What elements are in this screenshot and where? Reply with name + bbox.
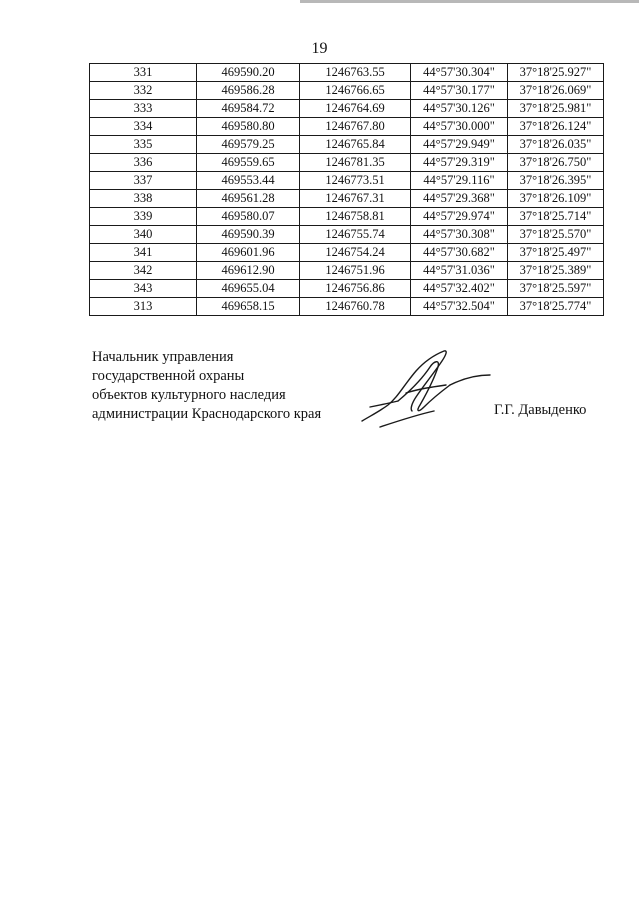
latitude-cell: 44°57'29.949" [411,136,508,154]
longitude-cell: 37°18'26.109" [508,190,604,208]
latitude-cell: 44°57'29.974" [411,208,508,226]
y-coordinate-cell: 1246754.24 [300,244,411,262]
signatory-title [92,348,321,424]
x-coordinate-cell: 469580.07 [197,208,300,226]
latitude-cell: 44°57'30.682" [411,244,508,262]
x-coordinate-cell: 469590.39 [197,226,300,244]
point-number-cell: 337 [90,172,197,190]
point-number-cell: 343 [90,280,197,298]
y-coordinate-cell: 1246760.78 [300,298,411,316]
y-coordinate-cell: 1246773.51 [300,172,411,190]
point-number-cell: 331 [90,64,197,82]
latitude-cell: 44°57'30.177" [411,82,508,100]
x-coordinate-cell: 469579.25 [197,136,300,154]
latitude-cell: 44°57'32.504" [411,298,508,316]
y-coordinate-cell: 1246781.35 [300,154,411,172]
table-row [90,100,604,118]
page-number: 19 [311,40,328,57]
point-number-cell: 334 [90,118,197,136]
longitude-cell: 37°18'25.927" [508,64,604,82]
table-row [90,226,604,244]
signatory-title-line: Начальник управления [92,349,234,365]
longitude-cell: 37°18'25.389" [508,262,604,280]
coordinates-table [89,63,604,316]
x-coordinate-cell: 469586.28 [197,82,300,100]
latitude-cell: 44°57'30.308" [411,226,508,244]
handwritten-signature-icon [358,345,498,430]
x-coordinate-cell: 469553.44 [197,172,300,190]
y-coordinate-cell: 1246766.65 [300,82,411,100]
table-row [90,154,604,172]
x-coordinate-cell: 469584.72 [197,100,300,118]
signatory-title-line: объектов культурного наследия [92,387,286,403]
table-row [90,244,604,262]
x-coordinate-cell: 469612.90 [197,262,300,280]
y-coordinate-cell: 1246764.69 [300,100,411,118]
point-number-cell: 333 [90,100,197,118]
x-coordinate-cell: 469559.65 [197,154,300,172]
table-row [90,136,604,154]
y-coordinate-cell: 1246767.80 [300,118,411,136]
longitude-cell: 37°18'25.597" [508,280,604,298]
longitude-cell: 37°18'26.069" [508,82,604,100]
y-coordinate-cell: 1246755.74 [300,226,411,244]
y-coordinate-cell: 1246767.31 [300,190,411,208]
table-row [90,190,604,208]
top-edge-rule [300,0,639,3]
signatory-title-line: администрации Краснодарского края [92,406,322,422]
table-row [90,64,604,82]
signatory-title-line: государственной охраны [92,368,245,384]
y-coordinate-cell: 1246763.55 [300,64,411,82]
coordinates-table-body [90,64,604,316]
point-number-cell: 313 [90,298,197,316]
point-number-cell: 340 [90,226,197,244]
longitude-cell: 37°18'26.750" [508,154,604,172]
y-coordinate-cell: 1246751.96 [300,262,411,280]
point-number-cell: 332 [90,82,197,100]
longitude-cell: 37°18'25.497" [508,244,604,262]
x-coordinate-cell: 469655.04 [197,280,300,298]
point-number-cell: 338 [90,190,197,208]
longitude-cell: 37°18'26.124" [508,118,604,136]
x-coordinate-cell: 469601.96 [197,244,300,262]
latitude-cell: 44°57'29.368" [411,190,508,208]
longitude-cell: 37°18'26.035" [508,136,604,154]
latitude-cell: 44°57'29.319" [411,154,508,172]
latitude-cell: 44°57'30.126" [411,100,508,118]
table-row [90,298,604,316]
latitude-cell: 44°57'29.116" [411,172,508,190]
x-coordinate-cell: 469658.15 [197,298,300,316]
latitude-cell: 44°57'30.000" [411,118,508,136]
latitude-cell: 44°57'32.402" [411,280,508,298]
longitude-cell: 37°18'25.774" [508,298,604,316]
longitude-cell: 37°18'25.714" [508,208,604,226]
longitude-cell: 37°18'25.570" [508,226,604,244]
y-coordinate-cell: 1246756.86 [300,280,411,298]
point-number-cell: 339 [90,208,197,226]
longitude-cell: 37°18'26.395" [508,172,604,190]
x-coordinate-cell: 469590.20 [197,64,300,82]
signatory-name: Г.Г. Давыденко [494,402,587,418]
latitude-cell: 44°57'31.036" [411,262,508,280]
table-row [90,172,604,190]
y-coordinate-cell: 1246758.81 [300,208,411,226]
longitude-cell: 37°18'25.981" [508,100,604,118]
latitude-cell: 44°57'30.304" [411,64,508,82]
point-number-cell: 341 [90,244,197,262]
table-row [90,82,604,100]
point-number-cell: 335 [90,136,197,154]
table-row [90,208,604,226]
point-number-cell: 336 [90,154,197,172]
table-row [90,280,604,298]
point-number-cell: 342 [90,262,197,280]
x-coordinate-cell: 469561.28 [197,190,300,208]
table-row [90,118,604,136]
x-coordinate-cell: 469580.80 [197,118,300,136]
y-coordinate-cell: 1246765.84 [300,136,411,154]
table-row [90,262,604,280]
